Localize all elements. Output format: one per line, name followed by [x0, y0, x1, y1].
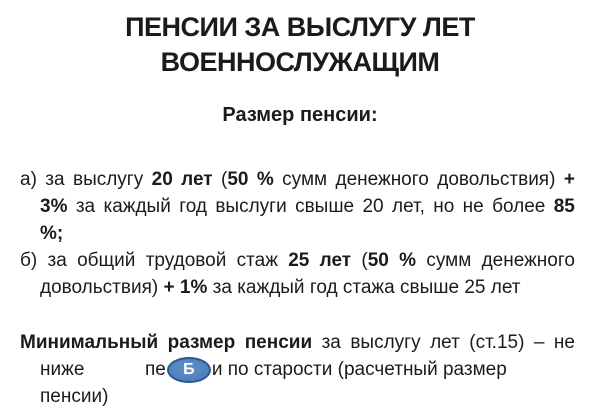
word [554, 193, 575, 220]
text-segment: размер [442, 359, 507, 380]
text-segment: 25 [288, 250, 310, 271]
word [237, 277, 304, 298]
text-segment: за [75, 196, 96, 217]
word [73, 166, 143, 193]
word [146, 247, 227, 274]
word [145, 359, 222, 380]
text-segment: выслугу [350, 332, 421, 353]
word [254, 359, 333, 380]
text-segment: сумм [426, 250, 472, 271]
text-segment: б) [20, 250, 38, 271]
text-segment: пенсии) [40, 386, 109, 407]
text-segment: каждый [103, 196, 171, 217]
text-segment: % [399, 250, 417, 271]
word [295, 193, 354, 220]
text-segment: 85 [553, 196, 575, 217]
word [433, 193, 454, 220]
gap-spacer [90, 374, 140, 375]
text-segment: + [163, 277, 175, 298]
text-segment: лет [319, 250, 352, 271]
text-segment: 50 [367, 250, 389, 271]
word [40, 193, 67, 220]
text-segment: по [227, 359, 249, 380]
word [77, 247, 135, 274]
answer-marker-oval[interactable]: Б [167, 357, 211, 383]
text-segment: – [533, 332, 545, 353]
text-line [20, 247, 575, 274]
text-segment: выслуги [215, 196, 287, 217]
text-segment: размер [167, 332, 236, 353]
text-segment: ниже [40, 359, 85, 380]
word [213, 277, 232, 298]
text-segment: 1% [179, 277, 208, 298]
word [103, 193, 170, 220]
text-segment: 20 [151, 169, 173, 190]
text-segment: общий [77, 250, 136, 271]
word [399, 247, 416, 274]
word [152, 166, 173, 193]
paragraph-minimum-size [20, 329, 575, 410]
word [228, 359, 249, 380]
word [20, 247, 37, 274]
text-segment: за [47, 250, 67, 271]
text-segment: довольствия) [437, 169, 556, 190]
text-segment: ( [361, 250, 368, 271]
text-segment: пе [144, 359, 166, 380]
text-segment: за [321, 332, 341, 353]
text-segment: трудовой [145, 250, 227, 271]
text-segment: а) [20, 169, 37, 190]
word [362, 193, 383, 220]
word [181, 166, 212, 193]
text-segment: 3% [40, 196, 68, 217]
text-segment: 20 [362, 196, 384, 217]
text-segment: 25 [464, 277, 486, 298]
word [179, 193, 207, 220]
body-text [0, 166, 600, 410]
word [48, 247, 67, 274]
text-segment: год [309, 277, 338, 298]
title-line-2: ВОЕННОСЛУЖАЩИМ [160, 47, 440, 77]
text-line [20, 220, 575, 247]
text-segment: Минимальный [20, 332, 159, 353]
text-segment: свыше [295, 196, 355, 217]
text-segment: выслугу [72, 169, 144, 190]
word [310, 277, 338, 298]
text-segment: за [212, 277, 232, 298]
text-line [20, 356, 575, 410]
text-segment: лет [490, 277, 521, 298]
word [168, 329, 236, 356]
text-segment: (ст.15) [469, 332, 525, 353]
text-segment: свыше [400, 277, 460, 298]
word [76, 193, 95, 220]
subtitle: Размер пенсии: [222, 104, 378, 126]
word [40, 359, 84, 380]
word [554, 329, 575, 356]
text-segment: лет [181, 169, 213, 190]
text-segment: год [179, 196, 207, 217]
word [392, 193, 425, 220]
text-segment: за [45, 169, 65, 190]
word [491, 277, 521, 298]
word [237, 247, 278, 274]
text-line [20, 329, 575, 356]
word [437, 166, 555, 193]
word [45, 166, 64, 193]
word [320, 247, 351, 274]
text-segment: стаж [236, 250, 278, 271]
word [343, 277, 395, 298]
word [335, 166, 428, 193]
text-segment: 50 [227, 169, 249, 190]
text-segment: довольствия) [40, 277, 159, 298]
word [40, 386, 108, 407]
text-segment: сумм [282, 169, 328, 190]
word [20, 166, 37, 193]
text-segment: но [433, 196, 455, 217]
word [426, 247, 471, 274]
text-segment: ( [221, 169, 228, 190]
title-line-1: ПЕНСИИ ЗА ВЫСЛУГУ ЛЕТ [125, 12, 475, 42]
word [469, 329, 524, 356]
text-segment: денежного [481, 250, 575, 271]
word [215, 193, 286, 220]
text-segment: % [256, 169, 274, 190]
text-segment: не [553, 332, 575, 353]
text-segment: лет [430, 332, 460, 353]
word [338, 359, 438, 380]
text-line [20, 193, 575, 220]
word [40, 277, 158, 298]
text-segment: более [492, 196, 546, 217]
word [20, 329, 158, 356]
text-segment: + [563, 169, 575, 190]
word [361, 247, 388, 274]
word [350, 329, 420, 356]
word [430, 329, 460, 356]
word [40, 223, 63, 244]
word [482, 247, 575, 274]
word [463, 193, 484, 220]
slide-title [0, 0, 600, 80]
text-segment: %; [40, 223, 64, 244]
word [221, 166, 248, 193]
word [90, 359, 140, 380]
text-line [20, 274, 575, 301]
word [534, 329, 545, 356]
text-segment: денежного [335, 169, 429, 190]
word [443, 359, 507, 380]
word [288, 247, 309, 274]
word [245, 329, 312, 356]
text-segment: лет, [391, 196, 425, 217]
text-segment: и [211, 359, 223, 380]
word [180, 277, 207, 298]
text-segment: стажа [342, 277, 395, 298]
text-segment: каждый [237, 277, 305, 298]
paragraph-item-a [20, 166, 575, 247]
word [257, 166, 274, 193]
word [322, 329, 341, 356]
text-segment: старости [253, 359, 333, 380]
text-segment: (расчетный [337, 359, 438, 380]
text-segment: пенсии [244, 332, 313, 353]
word [564, 166, 575, 193]
word [492, 193, 545, 220]
word [282, 166, 327, 193]
text-segment: не [462, 196, 484, 217]
word [400, 277, 459, 298]
paragraph-item-b [20, 247, 575, 301]
word [163, 277, 174, 298]
word [464, 277, 485, 298]
text-line [20, 166, 575, 193]
